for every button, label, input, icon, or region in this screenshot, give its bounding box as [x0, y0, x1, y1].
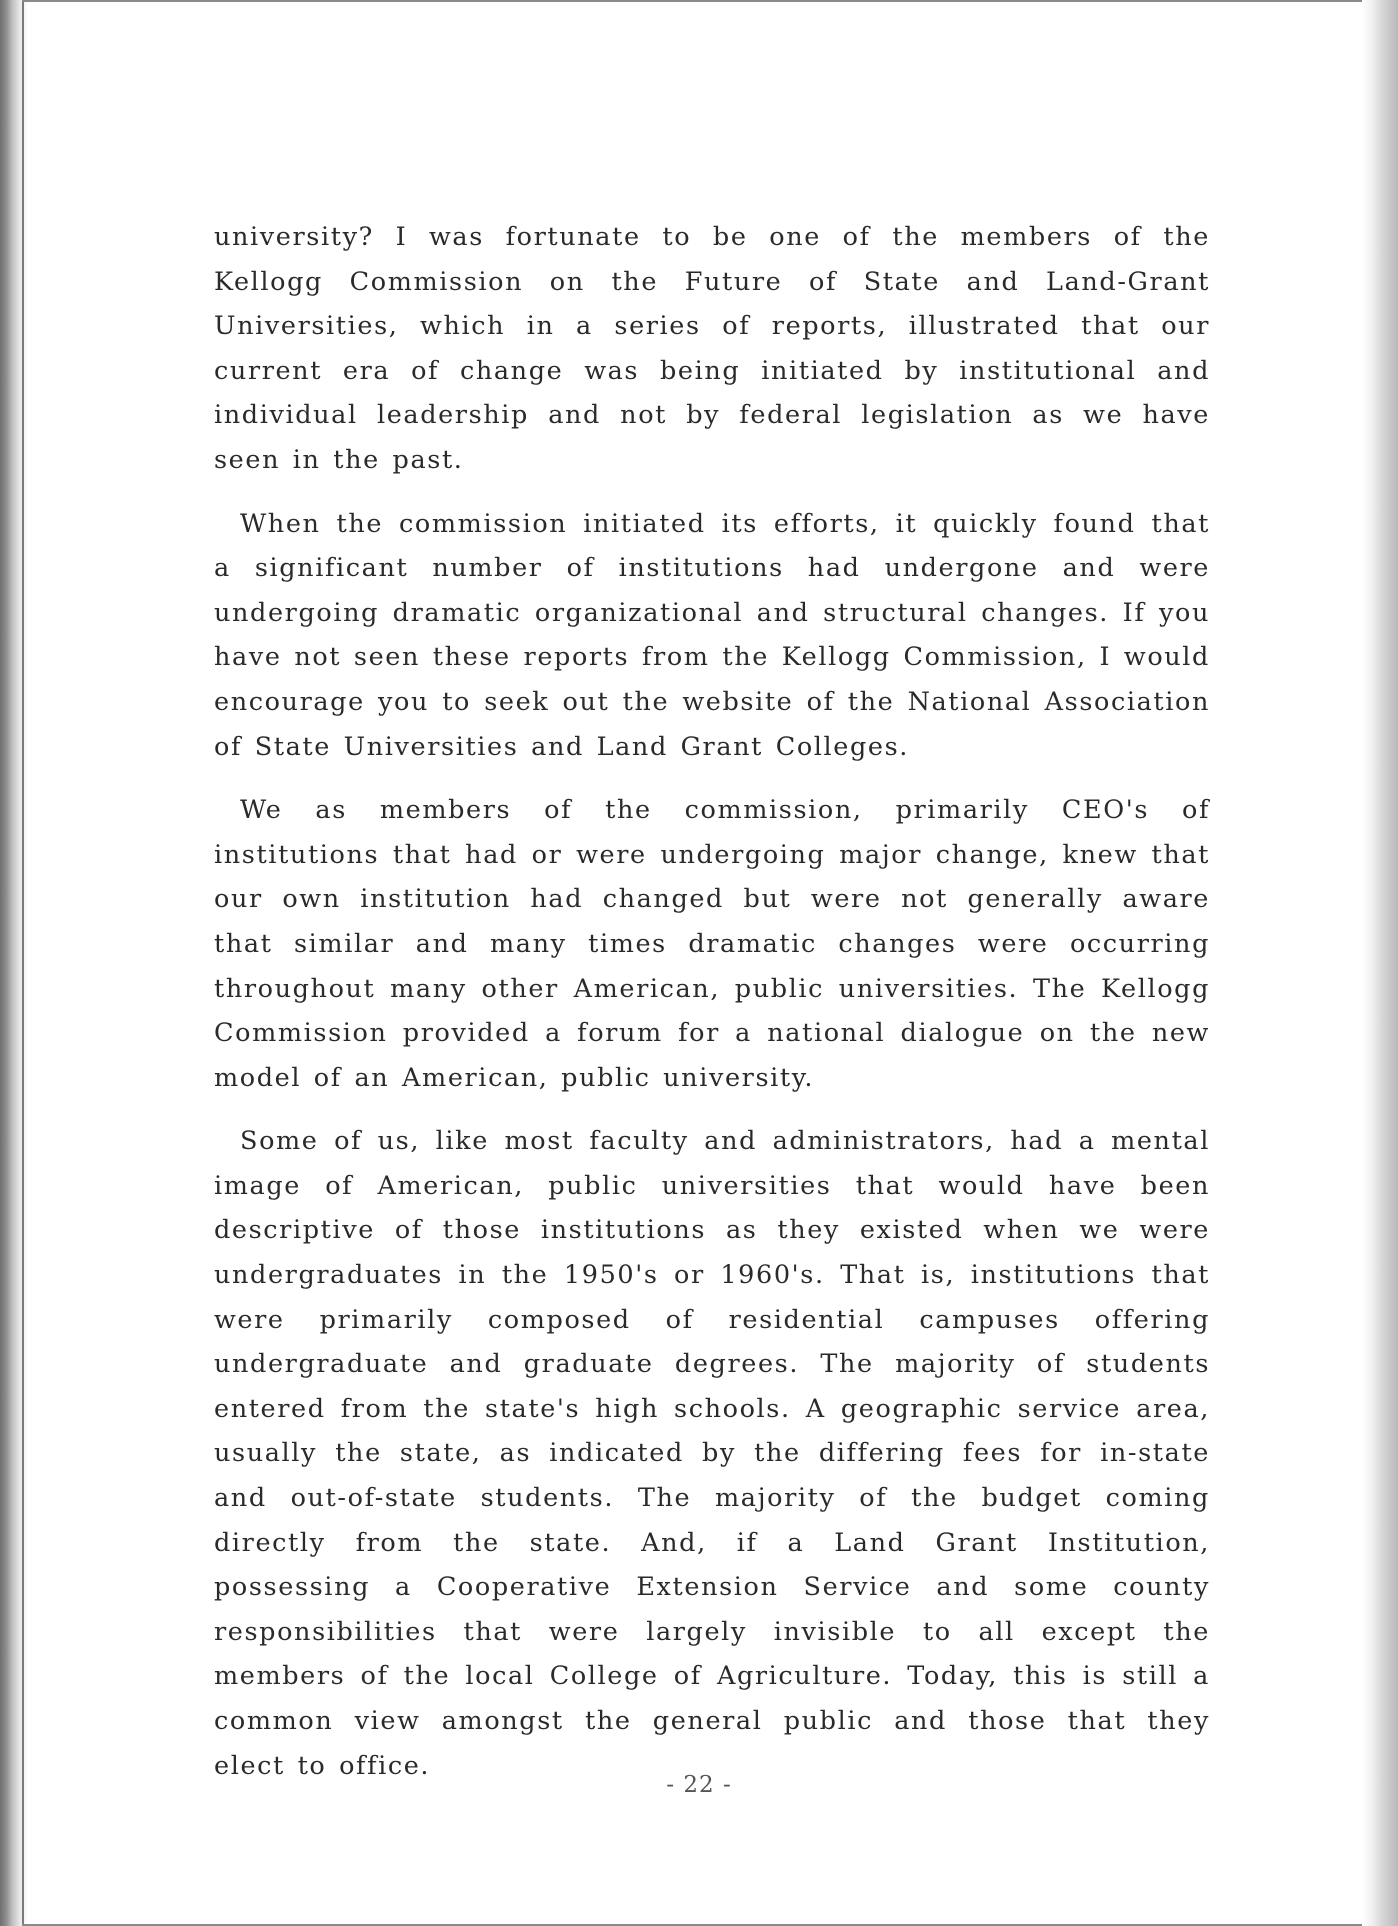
paragraph-2: When the commission initiated its efforts, it quickly found that a significant number of institutions had undergone and were undergoing dramatic organizational and structural changes. If you have not seen these reports from the Kellogg Commission, I would encourage you to seek out the website of the National Association of State Universities and Land Grant Colleges.: [214, 508, 1210, 762]
paragraph-3: We as members of the commission, primarily CEO's of institutions that had or were undergoing major change, knew that our own institution had changed but were not generally aware that similar and many times dramatic changes were occurring throughout many other American, public universities. The Kellogg Commission provided a forum for a national dialogue on the new model of an American, public university.: [214, 795, 1210, 1093]
paragraph-1: university? I was fortunate to be one of the members of the Kellogg Commission on the Future of State and Land-Grant Universities, which in a series of reports, illustrated that our current era of change was being initiated by institutional and individual leadership and not by federal legislation as we have seen in the past.: [214, 222, 1210, 475]
body-text: [214, 215, 1210, 1807]
page-right-shadow: [1362, 0, 1398, 1926]
page-number: - 22 -: [666, 1772, 732, 1798]
page-left-border: [22, 0, 24, 1926]
paragraph-4: Some of us, like most faculty and administrators, had a mental image of American, public universities that would have been descriptive of those institutions as they existed when we were undergraduates in the 1950's or 1960's. That is, institutions that were primarily composed of residential campuses offering undergraduate and graduate degrees. The majority of students entered from the state's high schools. A geographic service area, usually the state, as indicated by the differing fees for in-state and out-of-state students. The majority of the budget coming directly from the state. And, if a Land Grant Institution, possessing a Cooperative Extension Service and some county responsibilities that were largely invisible to all except the members of the local College of Agriculture. Today, this is still a common view amongst the general public and those that they elect to office.: [214, 1126, 1210, 1781]
page-top-border: [22, 0, 1362, 2]
